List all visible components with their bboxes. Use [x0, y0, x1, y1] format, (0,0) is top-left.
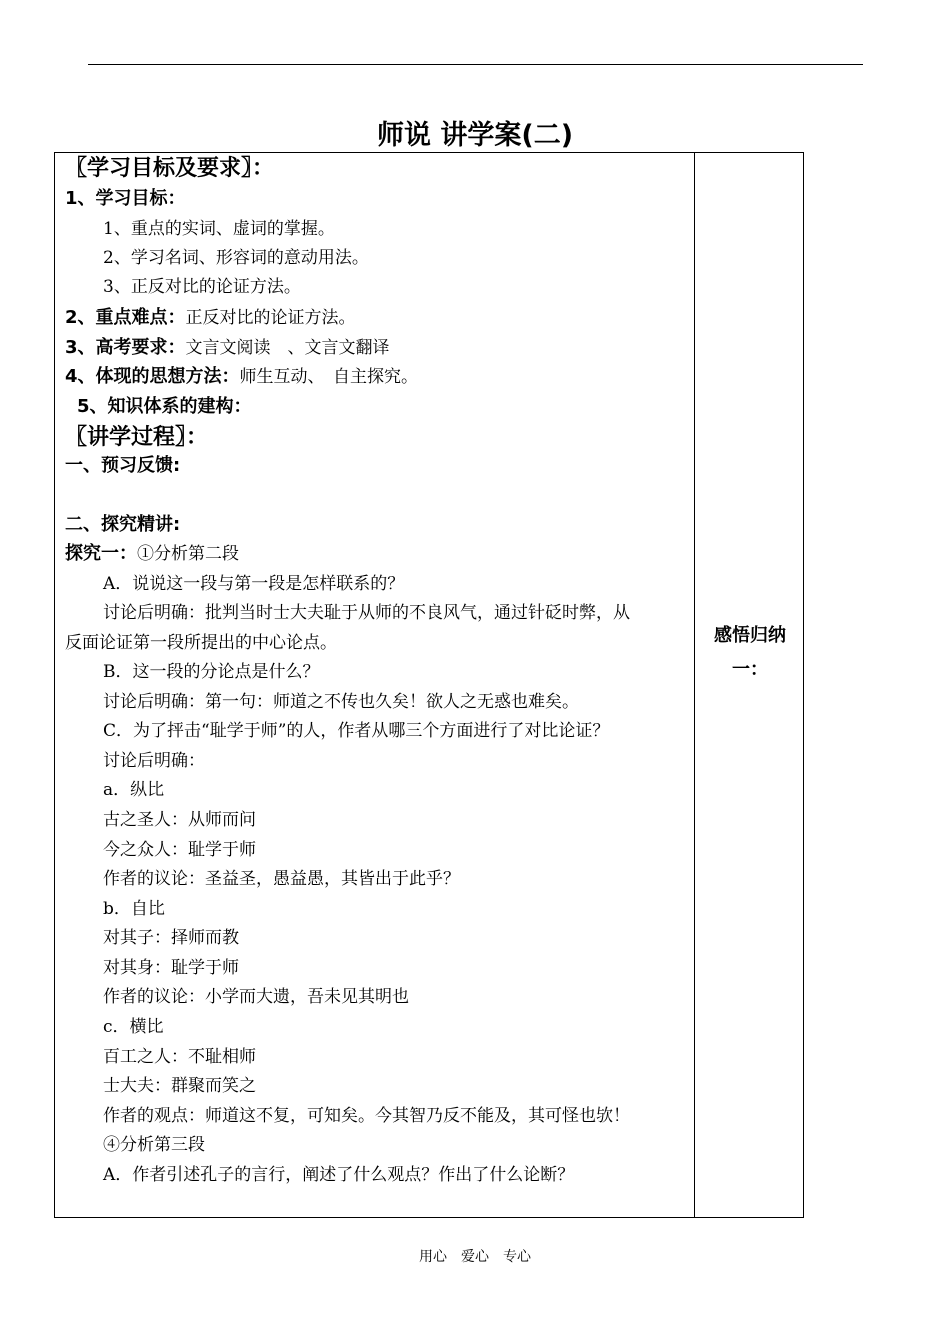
reflection-number: 一： [732, 659, 768, 680]
discussion-line: 讨论后明确： [103, 751, 205, 771]
discussion-line: ④分析第三段 [103, 1135, 205, 1155]
goal-item: 1、重点的实词、虚词的掌握。 [103, 219, 335, 239]
discussion-line: 对其身：耻学于师 [103, 958, 239, 978]
reflection-column [695, 619, 805, 687]
discussion-line: 对其子：择师而教 [103, 928, 239, 948]
lesson-table [54, 152, 804, 1218]
discussion-line: 士大夫：群聚而笑之 [103, 1076, 256, 1096]
goal-item: 2、学习名词、形容词的意动用法。 [103, 248, 369, 268]
exam-label: 3、高考要求： [65, 337, 186, 358]
discussion-line: 古之圣人：从师而问 [103, 810, 256, 830]
exam-text: 文言文阅读 、文言文翻译 [185, 338, 390, 358]
exam-requirement [65, 337, 390, 359]
discussion-line: 讨论后明确：第一句：师道之不传也久矣！欲人之无惑也难矣。 [103, 692, 579, 712]
discussion-line: c．横比 [103, 1017, 164, 1037]
page-title: 师说 讲学案(二) [376, 120, 574, 151]
discussion-line: C．为了抨击“耻学于师”的人，作者从哪三个方面进行了对比论证？ [103, 721, 610, 741]
key-label: 2、重点难点： [65, 307, 186, 328]
discussion-line: 反面论证第一段所提出的中心论点。 [65, 633, 337, 653]
key-points [65, 307, 356, 329]
discussion-line: 作者的观点：师道这不复，可知矣。今其智乃反不能及，其可怪也欤！ [103, 1106, 630, 1126]
discussion-line: 讨论后明确：批判当时士大夫耻于从师的不良风气，通过针砭时弊，从 [103, 603, 630, 623]
process-heading: 〖讲学过程〗： [65, 425, 209, 450]
explore-one [65, 543, 239, 565]
discussion-line: A．作者引述孔子的言行，阐述了什么观点？作出了什么论断？ [103, 1165, 575, 1185]
objectives-heading: 〖学习目标及要求〗： [65, 156, 275, 181]
discussion-line: 今之众人：耻学于师 [103, 840, 256, 860]
system-label: 5、知识体系的建构： [77, 396, 252, 417]
page-footer: 用心 爱心 专心 [419, 1249, 531, 1265]
discussion-line: 作者的议论：圣益圣，愚益愚，其皆出于此乎？ [103, 869, 460, 889]
goal-label: 1、学习目标： [65, 188, 186, 209]
key-text: 正反对比的论证方法。 [185, 308, 356, 328]
explore-heading: 二、探究精讲: [65, 514, 181, 535]
discussion-line: 作者的议论：小学而大遗，吾未见其明也 [103, 987, 409, 1007]
goal-item: 3、正反对比的论证方法。 [103, 277, 301, 297]
explore-one-text: ①分析第二段 [137, 544, 239, 564]
reflection-title: 感悟归纳 [714, 625, 786, 646]
discussion-line: B．这一段的分论点是什么？ [103, 662, 320, 682]
discussion-line: b．自比 [103, 899, 165, 919]
discussion-line: a．纵比 [103, 780, 165, 800]
explore-one-label: 探究一： [65, 543, 137, 564]
method-text: 师生互动、 自主探究。 [239, 367, 419, 387]
method-label: 4、体现的思想方法： [65, 366, 240, 387]
discussion-line: A．说说这一段与第一段是怎样联系的？ [103, 574, 405, 594]
header-rule [88, 64, 863, 65]
discussion-line: 百工之人：不耻相师 [103, 1047, 256, 1067]
preview-heading: 一、预习反馈: [65, 455, 181, 476]
thinking-method [65, 366, 418, 388]
